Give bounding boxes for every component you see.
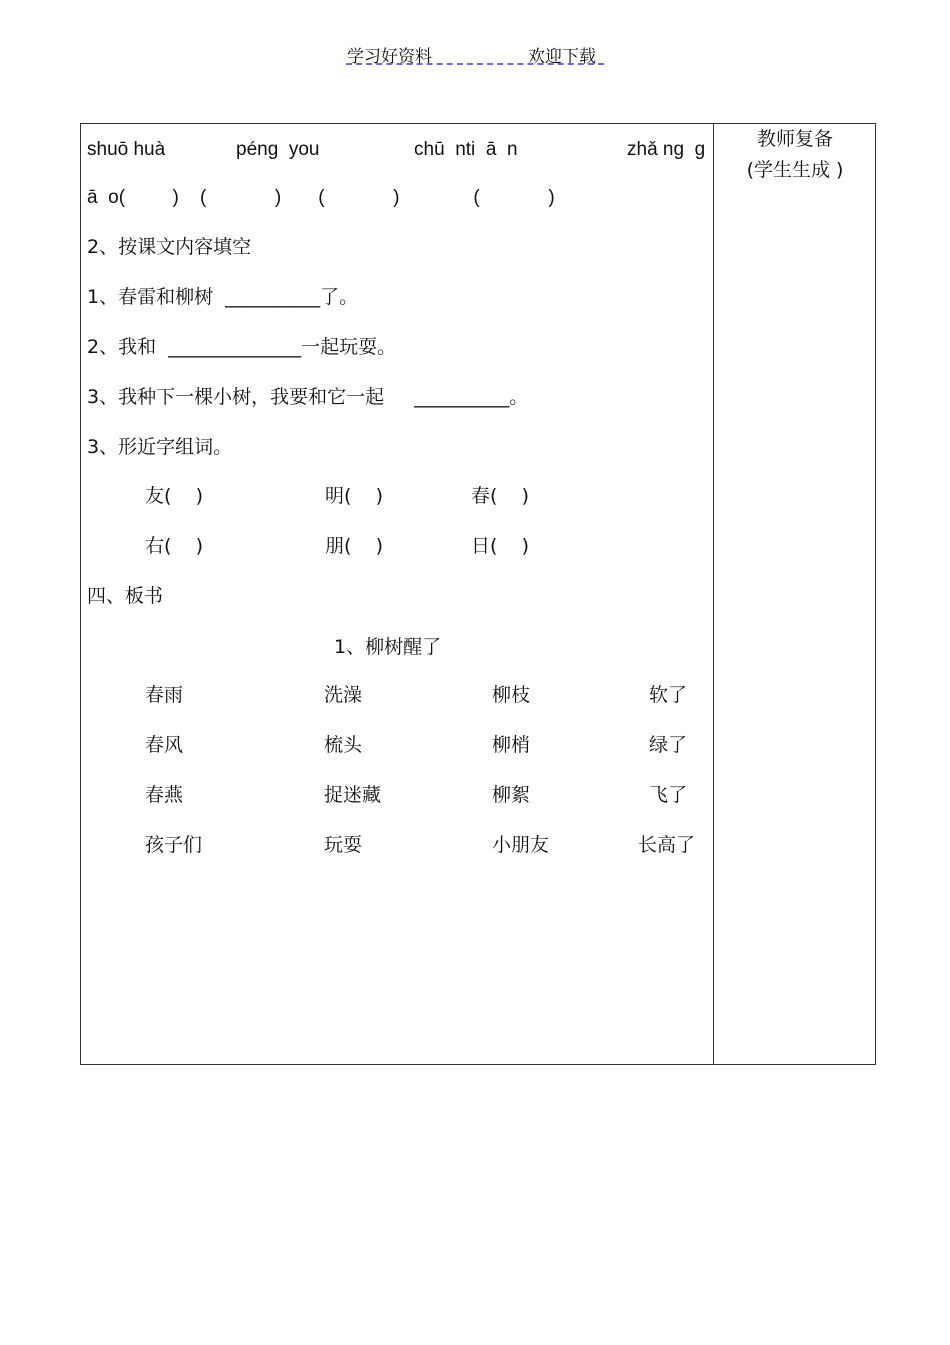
board-cell: 软了	[649, 684, 688, 706]
pinyin-pengyou: péng you	[236, 139, 320, 160]
char-pair-item: 明( )	[325, 485, 383, 507]
teacher-notes-column	[714, 124, 876, 186]
pinyin-chuntian: chū nti ā n	[414, 139, 518, 160]
char-pair-item: 日( )	[471, 535, 529, 557]
char-pair-item: 友( )	[145, 485, 203, 507]
board-title: 1、柳树醒了	[334, 636, 442, 658]
board-cell: 捉迷藏	[324, 784, 382, 806]
section4-title: 四、板书	[87, 585, 164, 607]
pinyin-zhanggao: zhǎ ng g	[627, 139, 706, 160]
board-cell: 玩耍	[324, 834, 363, 856]
header-right-text: 欢迎下载	[528, 47, 596, 67]
board-cell: 柳絮	[492, 784, 531, 806]
board-cell: 春雨	[145, 684, 184, 706]
char-pair-item: 春( )	[471, 485, 529, 507]
board-cell: 柳梢	[492, 734, 531, 756]
header-dashed-underline	[346, 63, 604, 65]
board-cell: 春燕	[145, 784, 184, 806]
char-pair-item: 右( )	[145, 535, 203, 557]
pinyin-shuohua: shuō huà	[87, 139, 166, 160]
char-pair-item: 朋( )	[325, 535, 383, 557]
teacher-notes-title: 教师复备	[756, 128, 833, 150]
board-cell: 长高了	[638, 834, 696, 856]
teacher-notes-subtitle: (学生生成 )	[746, 159, 844, 181]
section2-title: 2、按课文内容填空	[87, 236, 252, 258]
fill-question-3: 3、我种下一棵小树，我要和它一起 __________。	[87, 386, 529, 408]
board-cell: 梳头	[324, 734, 363, 756]
board-cell: 绿了	[649, 734, 688, 756]
lesson-table	[80, 123, 876, 1065]
board-cell: 飞了	[649, 784, 688, 806]
fill-question-2: 2、我和 ______________一起玩耍。	[87, 336, 397, 358]
board-cell: 春风	[145, 734, 184, 756]
header-left-text: 学习好资料	[347, 47, 432, 67]
pinyin-answer-blanks: ā o( ) ( ) ( ) ( )	[87, 187, 555, 208]
board-cell: 洗澡	[324, 684, 363, 706]
table-column-divider	[713, 123, 714, 1065]
fill-question-1: 1、春雷和柳树 __________了。	[87, 286, 359, 308]
board-cell: 孩子们	[145, 834, 203, 856]
section3-title: 3、形近字组词。	[87, 436, 233, 458]
board-cell: 柳枝	[492, 684, 531, 706]
board-cell: 小朋友	[492, 834, 550, 856]
